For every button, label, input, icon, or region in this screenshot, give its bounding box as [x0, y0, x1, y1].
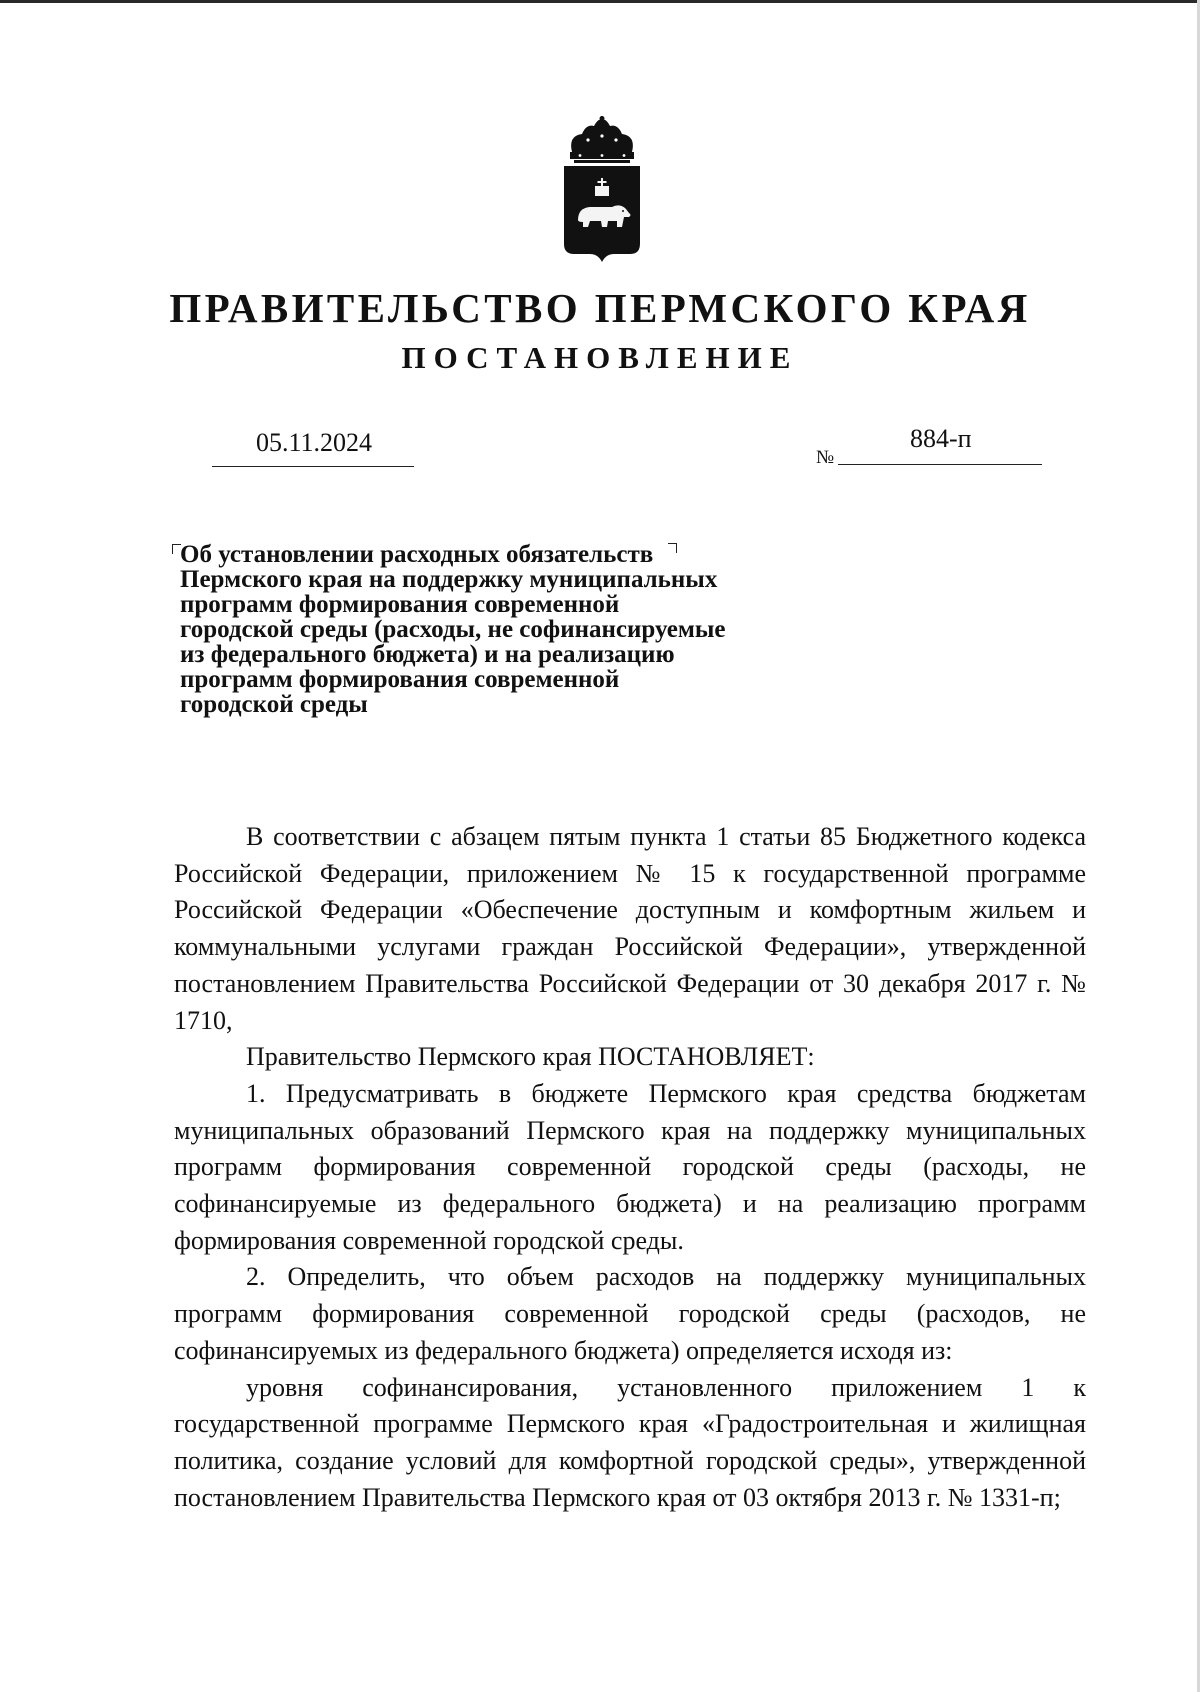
date-underline [212, 466, 414, 467]
paragraph-cofinancing-level: уровня софинансирования, установленного приложением 1 к государственной программе Пермского края «Градостроительная и жилищная политика, создание условий для комфортной городской среды», утвержденной постановлением Правительства Пермского края от 03 октября 2013 г. № 1331-п; [174, 1372, 1086, 1512]
subject-line: из федерального бюджета) и на реализацию [180, 641, 675, 668]
document-subject [180, 542, 820, 717]
number-sign: № [816, 447, 835, 468]
paragraph-item-1: 1. Предусматривать в бюджете Пермского края средства бюджетам муниципальных образований Пермского края на поддержку муниципальных программ формирования современной городской среды (расходы, не софинансируемые из федерального бюджета) и на реализацию программ формирования современной городской среды. [174, 1078, 1086, 1255]
document-number: 884-п [910, 424, 972, 453]
document-type-heading: ПОСТАНОВЛЕНИЕ [401, 340, 799, 375]
subject-line: городской среды [180, 691, 368, 718]
subject-line: Пермского края на поддержку муниципальных [180, 566, 718, 593]
document-body [174, 819, 1086, 1516]
subject-line: Об установлении расходных обязательств [180, 541, 654, 568]
document-date: 05.11.2024 [256, 428, 373, 457]
paragraph-resolution: Правительство Пермского края ПОСТАНОВЛЯЕТ: [246, 1042, 815, 1072]
organization-title: ПРАВИТЕЛЬСТВО ПЕРМСКОГО КРАЯ [169, 285, 1031, 331]
subject-line: городской среды (расходы, не софинансируемые [180, 616, 726, 643]
subject-line: программ формирования современной [180, 666, 620, 693]
number-underline [838, 464, 1042, 465]
paragraph-legal-basis: В соответствии с абзацем пятым пункта 1 статьи 85 Бюджетного кодекса Российской Федерации, приложением № 15 к государственной программе Российской Федерации «Обеспечение доступным и комфортным жильем и коммунальными услугами граждан Российской Федерации», утвержденной постановлением Правительства Российской Федерации от 30 декабря 2017 г. № 1710, [174, 822, 1086, 1035]
scan-edge-top [0, 0, 1200, 3]
subject-line: программ формирования современной [180, 591, 620, 618]
perm-krai-coat-of-arms-icon [552, 116, 652, 266]
paragraph-item-2: 2. Определить, что объем расходов на поддержку муниципальных программ формирования современной городской среды (расходов, не софинансируемых из федерального бюджета) определяется исходя из: [174, 1262, 1086, 1365]
